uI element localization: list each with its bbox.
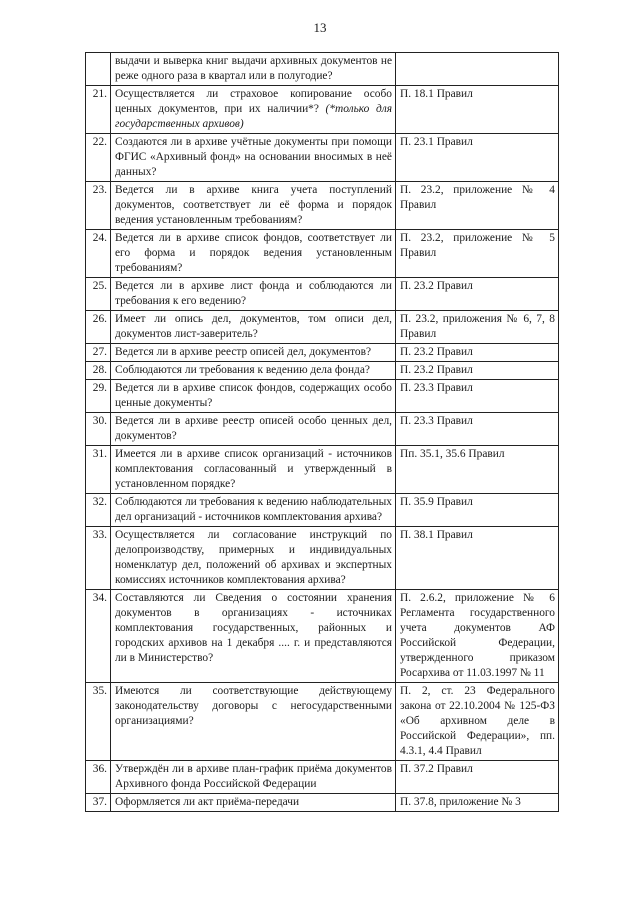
row-question: [111, 494, 396, 527]
row-reference: П. 23.3 Правил: [396, 413, 559, 446]
table-row: [86, 182, 559, 230]
row-question: [111, 413, 396, 446]
table-row: [86, 134, 559, 182]
table-row: [86, 344, 559, 362]
row-number: 24.: [86, 230, 111, 278]
row-reference: П. 23.1 Правил: [396, 134, 559, 182]
row-reference: П. 2, ст. 23 Федерального закона от 22.10.2004 № 125-ФЗ «Об архивном деле в Российской Федерации», пп. 4.3.1, 4.4 Правил: [396, 683, 559, 761]
row-number: [86, 53, 111, 86]
row-reference: П. 23.2, приложение № 4 Правил: [396, 182, 559, 230]
row-number: 21.: [86, 86, 111, 134]
table-row: [86, 311, 559, 344]
row-number: 23.: [86, 182, 111, 230]
table-row: [86, 590, 559, 683]
row-question: [111, 590, 396, 683]
row-reference: П. 23.2 Правил: [396, 362, 559, 380]
row-reference: [396, 53, 559, 86]
question-note: (*только для государственных архивов): [115, 103, 392, 130]
row-number: 36.: [86, 761, 111, 794]
table-row: [86, 413, 559, 446]
question-text: Имеется ли в архиве список организаций - источников комплектования согласованный и утвержденный в установленном порядке?: [115, 448, 392, 490]
row-question: [111, 134, 396, 182]
table-row: [86, 761, 559, 794]
table-row: [86, 380, 559, 413]
table-row: [86, 53, 559, 86]
row-question: [111, 278, 396, 311]
question-text: Оформляется ли акт приёма-передачи: [115, 796, 300, 808]
table-row: [86, 494, 559, 527]
question-text: Имеет ли опись дел, документов, том описи дел, документов лист-заверитель?: [115, 313, 392, 340]
question-text: Имеются ли соответствующие действующему законодательству договоры с негосударственными организациями?: [115, 685, 392, 727]
row-number: 26.: [86, 311, 111, 344]
table-row: [86, 362, 559, 380]
question-text: Осуществляется ли согласование инструкций по делопроизводству, примерных и индивидуальных номенклатур дел, положений об архивах и экспертных комиссиях источников комплектования архива?: [115, 529, 392, 586]
question-text: Соблюдаются ли требования к ведению наблюдательных дел организаций - источников комплектования архива?: [115, 496, 392, 523]
row-question: [111, 311, 396, 344]
table-row: [86, 278, 559, 311]
row-reference: П. 37.8, приложение № 3: [396, 794, 559, 812]
row-question: [111, 761, 396, 794]
row-reference: П. 38.1 Правил: [396, 527, 559, 590]
question-text: Ведется ли в архиве реестр описей дел, документов?: [115, 346, 372, 358]
question-text: Создаются ли в архиве учётные документы при помощи ФГИС «Архивный фонд» на основании вносимых в неё данных?: [115, 136, 392, 178]
row-reference: П. 23.2, приложение № 5 Правил: [396, 230, 559, 278]
checklist-rows: [86, 53, 559, 812]
row-reference: П. 23.2 Правил: [396, 344, 559, 362]
row-reference: П. 35.9 Правил: [396, 494, 559, 527]
question-text: Осуществляется ли страховое копирование особо ценных документов, при их наличии*?: [115, 88, 392, 115]
question-text: Утверждён ли в архиве план-график приёма документов Архивного фонда Российской Федерации: [115, 763, 392, 790]
table-row: [86, 230, 559, 278]
row-reference: П. 37.2 Правил: [396, 761, 559, 794]
checklist-table: [85, 52, 559, 812]
row-question: [111, 794, 396, 812]
table-row: [86, 446, 559, 494]
row-question: [111, 53, 396, 86]
row-question: [111, 527, 396, 590]
row-question: [111, 683, 396, 761]
question-text: Ведется ли в архиве список фондов, содержащих особо ценные документы?: [115, 382, 392, 409]
row-number: 33.: [86, 527, 111, 590]
row-number: 30.: [86, 413, 111, 446]
question-text: Ведется ли в архиве книга учета поступлений документов, соответствует ли её форма и порядок ведения установленным требованиям?: [115, 184, 392, 226]
row-question: [111, 182, 396, 230]
row-number: 28.: [86, 362, 111, 380]
row-question: [111, 362, 396, 380]
question-text: Составляются ли Сведения о состоянии хранения документов в организациях - источниках комплектования государственных, районных и городских архивов на 1 декабря .... г. и представляются ли в Министерство?: [115, 592, 392, 664]
row-number: 35.: [86, 683, 111, 761]
row-number: 37.: [86, 794, 111, 812]
row-question: [111, 86, 396, 134]
row-number: 32.: [86, 494, 111, 527]
row-number: 25.: [86, 278, 111, 311]
row-reference: П. 23.3 Правил: [396, 380, 559, 413]
row-question: [111, 230, 396, 278]
table-row: [86, 527, 559, 590]
row-number: 27.: [86, 344, 111, 362]
row-question: [111, 344, 396, 362]
row-number: 31.: [86, 446, 111, 494]
table-row: [86, 683, 559, 761]
row-question: [111, 380, 396, 413]
row-question: [111, 446, 396, 494]
row-reference: П. 2.6.2, приложение № 6 Регламента государственного учета документов АФ Российской Федерации, утвержденного приказом Росархива от 11.03.1997 № 11: [396, 590, 559, 683]
question-text: Соблюдаются ли требования к ведению дела фонда?: [115, 364, 370, 376]
question-text: выдачи и выверка книг выдачи архивных документов не реже одного раза в квартал или в полугодие?: [115, 55, 392, 82]
row-reference: П. 23.2, приложения № 6, 7, 8 Правил: [396, 311, 559, 344]
question-text: Ведется ли в архиве лист фонда и соблюдаются ли требования к его ведению?: [115, 280, 392, 307]
table-row: [86, 794, 559, 812]
row-reference: П. 23.2 Правил: [396, 278, 559, 311]
question-text: Ведется ли в архиве реестр описей особо ценных дел, документов?: [115, 415, 392, 442]
row-number: 34.: [86, 590, 111, 683]
row-number: 29.: [86, 380, 111, 413]
question-text: Ведется ли в архиве список фондов, соответствует ли его форма и порядок ведения установленным требованиям?: [115, 232, 392, 274]
row-reference: Пп. 35.1, 35.6 Правил: [396, 446, 559, 494]
row-number: 22.: [86, 134, 111, 182]
page-number: 13: [313, 20, 327, 35]
row-reference: П. 18.1 Правил: [396, 86, 559, 134]
table-row: [86, 86, 559, 134]
